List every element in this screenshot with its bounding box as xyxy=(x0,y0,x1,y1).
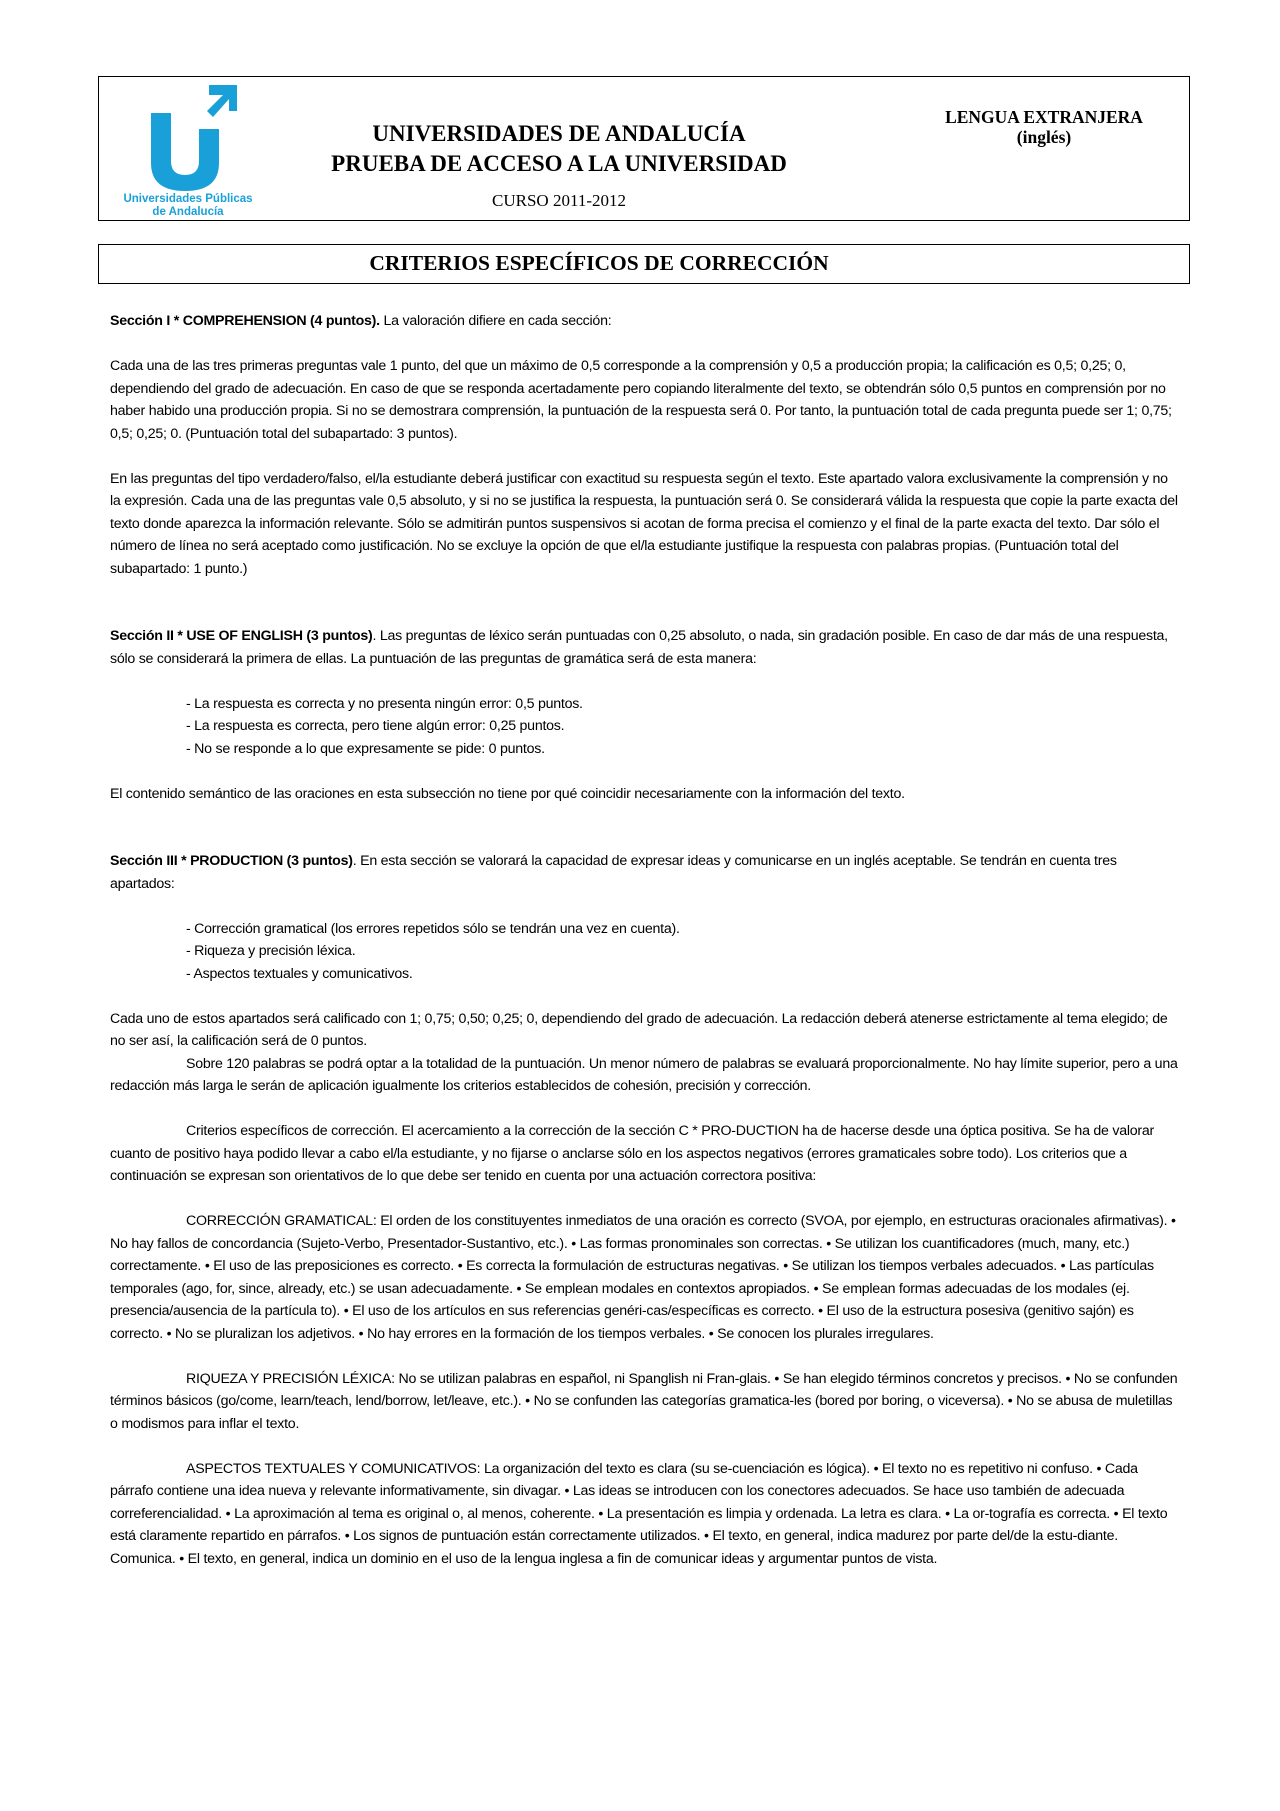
section1-heading: Sección I * COMPREHENSION (4 puntos). xyxy=(110,313,380,329)
section3-paragraph-1: Cada uno de estos apartados será calificado con 1; 0,75; 0,50; 0,25; 0, dependiendo del grado de adecuación. La redacción deberá atenerse estrictamente al tema elegido; de no ser así, la calificación será de 0 puntos. xyxy=(110,1010,1168,1049)
course-year: CURSO 2011-2012 xyxy=(492,191,626,210)
university-logo xyxy=(113,83,263,218)
section2-heading: Sección II * USE OF ENGLISH (3 puntos) xyxy=(110,628,373,644)
section1-paragraph-2: En las preguntas del tipo verdadero/falso, el/la estudiante deberá justificar con exactitud su respuesta según el texto. Este apartado valora exclusivamente la comprensión y no la expresión. Cada una de las preguntas vale 0,5 absoluto, y si no se justifica la respuesta, la puntuación será 0. Se considerará válida la respuesta que copie la parte exacta del texto donde aparezca la información relevante. Sólo se admitirán puntos suspensivos si acotan de forma precisa el comienzo y el final de la parte exacta del texto. Dar sólo el número de línea no será aceptado como justificación. No se excluye la opción de que el/la estudiante justifique la respuesta con palabras propias. (Puntuación total del subapartado: 1 punto.) xyxy=(110,470,1178,577)
list-item: - Aspectos textuales y comunicativos. xyxy=(186,965,413,982)
section3-textual-criteria: ASPECTOS TEXTUALES Y COMUNICATIVOS: La organización del texto es clara (su se-cuenciación es lógica). • El texto no es repetitivo ni confuso. • Cada párrafo contiene una idea nueva y relevante informativamente, sin divagar. • Las ideas se introducen con los conectores adecuados. Se hace uso también de adecuada correferencialidad. • La aproximación al tema es original o, al menos, coherente. • La presentación es limpia y ordenada. La letra es clara. • La or-tografía es correcta. • El texto está claramente repartido en párrafos. • Los signos de puntuación están correctamente utilizados. • El texto, en general, indica madurez por parte del/de la estu-diante. Comunica. • El texto, en general, indica un dominio en el uso de la lengua inglesa a fin de comunicar ideas y argumentar puntos de vista. xyxy=(110,1460,1168,1567)
list-item: - Riqueza y precisión léxica. xyxy=(186,943,356,959)
section2-paragraph-1: El contenido semántico de las oraciones en esta subsección no tiene por qué coincidir necesariamente con la información del texto. xyxy=(110,785,905,802)
title-line1: UNIVERSIDADES DE ANDALUCÍA xyxy=(372,121,746,146)
subject-line1: LENGUA EXTRANJERA xyxy=(945,107,1143,127)
list-item: - No se responde a lo que expresamente se pide: 0 puntos. xyxy=(186,740,545,757)
section3-heading: Sección III * PRODUCTION (3 puntos) xyxy=(110,853,353,869)
document-title xyxy=(319,119,799,179)
section2-intro: . Las preguntas de léxico serán puntuadas con 0,25 absoluto, o nada, sin gradación posible. En caso de dar más de una respuesta, sólo se considerará la primera de ellas. La puntuación de las preguntas de gramática será de esta manera: xyxy=(110,628,1168,667)
subject-label xyxy=(899,107,1189,147)
logo-caption-line1: Universidades Públicas xyxy=(123,193,253,205)
section3-grammar-criteria: CORRECCIÓN GRAMATICAL: El orden de los constituyentes inmediatos de una oración es correcto (SVOA, por ejemplo, en estructuras oracionales afirmativas). • No hay fallos de concordancia (Sujeto-Verbo, Presentador-Sustantivo, etc.). • Las formas pronominales son correctas. • Se utilizan los cuantificadores (much, many, etc.) correctamente. • El uso de las preposiciones es correcto. • Es correcta la formulación de estructuras negativas. • Se utilizan los tiempos verbales adecuados. • Las partículas temporales (ago, for, since, already, etc.) se usan adecuadamente. • Se emplean modales en contextos apropiados. • Se emplean formas adecuadas de los modales (ej. presencia/ausencia de la partícula to). • El uso de los artículos en sus referencias genéri-cas/específicas es correcto. • El uso de la estructura posesiva (genitivo sajón) es correcto. • No se pluralizan los adjetivos. • No hay errores en la formación de los tiempos verbales. • Se conocen los plurales irregulares. xyxy=(110,1213,1176,1342)
criteria-title-box xyxy=(98,244,1190,284)
section3-paragraph-3: Criterios específicos de corrección. El acercamiento a la corrección de la sección C * PRO-DUCTION ha de hacerse desde una óptica positiva. Se ha de valorar cuanto de positivo haya podido llevar a cabo el/la estudiante, y no fijarse o anclarse sólo en los aspectos negativos (errores gramaticales sobre todo). Los criterios que a continuación se expresan son orientativos de lo que debe ser tenido en cuenta por una actuación correctora positiva: xyxy=(110,1123,1154,1184)
subject-line2: (inglés) xyxy=(1016,127,1072,147)
section3-list xyxy=(110,918,1180,986)
section3-heading-paragraph xyxy=(110,850,1180,895)
section2-heading-paragraph xyxy=(110,625,1180,670)
section3-paragraph-2: Sobre 120 palabras se podrá optar a la totalidad de la puntuación. Un menor número de palabras se evaluará proporcionalmente. No hay límite superior, pero a una redacción más larga le serán de aplicación igualmente los criterios establecidos de cohesión, precisión y corrección. xyxy=(110,1055,1178,1094)
section1-paragraph-1: Cada una de las tres primeras preguntas vale 1 punto, del que un máximo de 0,5 corresponde a la comprensión y 0,5 a producción propia; la calificación es 0,5; 0,25; 0, dependiendo del grado de adecuación. En caso de que se responda acertadamente pero copiando literalmente del texto, se obtendrán sólo 0,5 puntos en comprensión por no haber habido una producción propia. Si no se demostrara comprensión, la puntuación de la respuesta será 0. Por tanto, la puntuación total de cada pregunta puede ser 1; 0,75; 0,5; 0,25; 0. (Puntuación total del subapartado: 3 puntos). xyxy=(110,358,1172,442)
title-line2: PRUEBA DE ACCESO A LA UNIVERSIDAD xyxy=(331,151,787,176)
logo-caption-line2: de Andalucía xyxy=(152,206,224,218)
section3-lexical-criteria: RIQUEZA Y PRECISIÓN LÉXICA: No se utilizan palabras en español, ni Spanglish ni Fran-glais. • Se han elegido términos concretos y precisos. • No se confunden términos básicos (go/come, learn/teach, lend/borrow, let/leave, etc.). • No se confunden las categorías gramatica-les (bored por boring, o viceversa). • No se abusa de muletillas o modismos para inflar el texto. xyxy=(110,1370,1178,1432)
section1-intro: La valoración difiere en cada sección: xyxy=(379,313,612,329)
section1-heading-paragraph xyxy=(110,310,1180,333)
list-item: - Corrección gramatical (los errores repetidos sólo se tendrán una vez en cuenta). xyxy=(186,920,680,937)
criteria-title: CRITERIOS ESPECÍFICOS DE CORRECCIÓN xyxy=(369,251,829,275)
logo-caption xyxy=(113,193,263,219)
section2-list xyxy=(110,693,1180,761)
section3-intro: . En esta sección se valorará la capacidad de expresar ideas y comunicarse en un inglés aceptable. Se tendrán en cuenta tres apartados: xyxy=(110,853,1117,892)
list-item: - La respuesta es correcta y no presenta ningún error: 0,5 puntos. xyxy=(186,695,583,712)
u-logo-icon xyxy=(113,83,263,191)
document-body xyxy=(110,310,1180,1570)
list-item: - La respuesta es correcta, pero tiene algún error: 0,25 puntos. xyxy=(186,718,565,734)
header-box xyxy=(98,76,1190,221)
